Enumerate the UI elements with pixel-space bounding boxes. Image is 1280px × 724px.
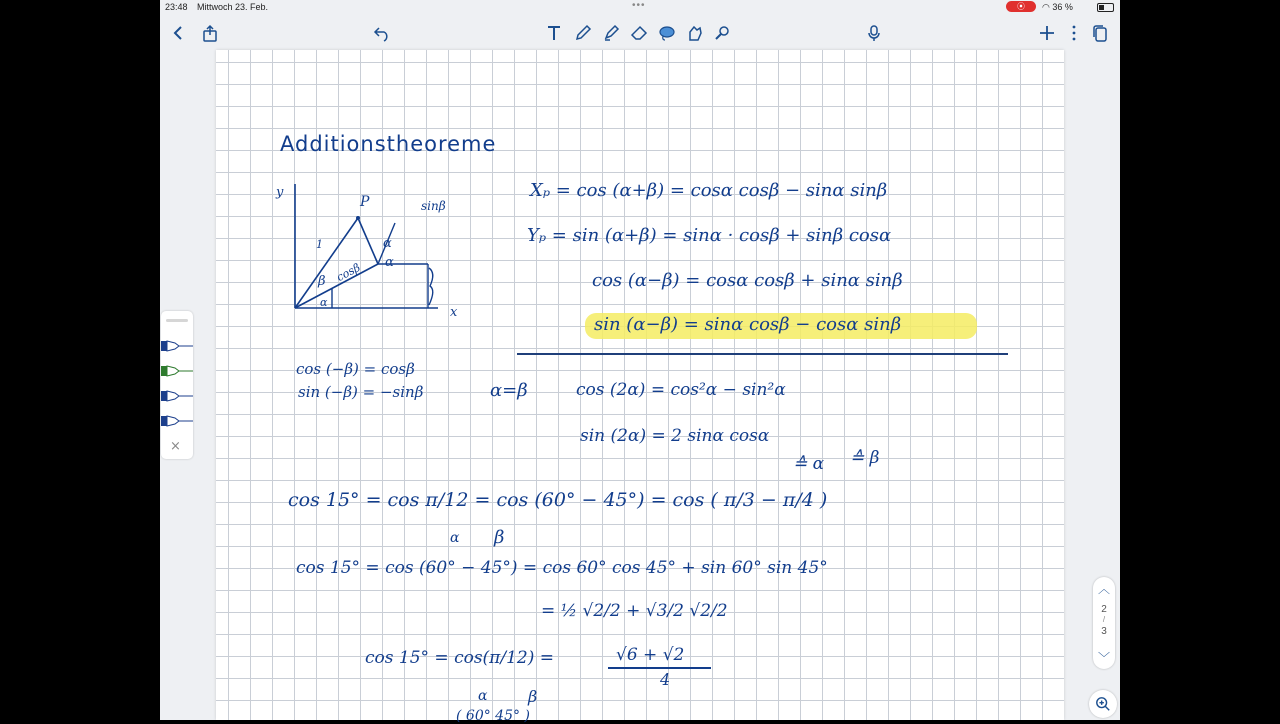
label-alpha-2: α <box>383 236 392 251</box>
eq-cos15-d-left: cos 15° = cos(π/12) = <box>365 648 554 668</box>
eq-cos15-d-numerator: √6 + √2 <box>616 645 685 665</box>
text-tool-icon[interactable] <box>543 22 565 44</box>
eq-cos15-b: cos 15° = cos (60° − 45°) = cos 60° cos 45° + sin 60° sin 45° <box>296 558 828 578</box>
label-p: P <box>360 194 370 210</box>
label-alpha-1: α <box>320 296 328 309</box>
eq-cos15-a: cos 15° = cos π/12 = cos (60° − 45°) = cos ( π/3 − π/4 ) <box>288 489 828 511</box>
label-sinb: sinβ <box>421 199 446 213</box>
pen-green[interactable] <box>161 364 193 378</box>
chevron-left-icon[interactable] <box>168 22 190 44</box>
fraction-bar <box>608 667 711 669</box>
eraser-icon[interactable] <box>628 22 650 44</box>
partial-bottom-line: ( 60° 45° ) <box>456 708 530 724</box>
eq-alpha-beta: α=β <box>490 380 528 401</box>
divider-line <box>517 353 1008 355</box>
eq-sin-diff: sin (α−β) = sinα cosβ − cosα sinβ <box>594 314 902 335</box>
pages-icon[interactable] <box>1089 22 1111 44</box>
system-icons <box>1042 2 1073 13</box>
wifi-icon: ◠ <box>1042 2 1050 12</box>
point-p <box>356 216 360 220</box>
shapes-icon[interactable] <box>684 22 706 44</box>
eq-cos15-c: = ½ √2/2 + √3/2 √2/2 <box>541 601 728 621</box>
page-title: Additionstheoreme <box>280 132 497 156</box>
page-navigator <box>1093 577 1115 669</box>
laser-icon[interactable] <box>711 22 733 44</box>
annotation-beta: ≙ β <box>850 448 880 468</box>
microphone-icon[interactable] <box>863 22 885 44</box>
battery-icon <box>1097 3 1114 12</box>
label-cosb: cosβ <box>334 260 363 285</box>
battery-text: 36 % <box>1052 2 1073 12</box>
recording-indicator: ⦿ <box>1006 1 1036 12</box>
eq-sin-neg: sin (−β) = −sinβ <box>298 383 424 401</box>
radius-line <box>295 218 358 308</box>
eq-cos-double: cos (2α) = cos²α − sin²α <box>576 380 786 400</box>
toolbar <box>160 14 1120 50</box>
chevron-up-icon[interactable]: ︿ <box>1097 582 1110 596</box>
total-pages: 3 <box>1101 626 1107 637</box>
status-date: Mittwoch 23. Feb. <box>197 2 269 12</box>
brace <box>429 268 433 305</box>
status-bar <box>160 0 1120 14</box>
lasso-icon[interactable] <box>656 22 678 44</box>
highlighter-icon[interactable] <box>600 22 622 44</box>
label-alpha-3: α <box>385 255 394 270</box>
palette-handle[interactable] <box>166 319 188 322</box>
more-icon[interactable] <box>1063 22 1085 44</box>
undo-icon[interactable] <box>371 22 393 44</box>
annotation2-alpha: α <box>450 530 460 546</box>
label-beta: β <box>318 274 326 289</box>
magnifier-plus-icon[interactable] <box>1089 690 1117 718</box>
annotation2-beta: β <box>494 527 505 548</box>
eq-cos15-d-denominator: 4 <box>660 670 671 689</box>
plus-icon[interactable] <box>1036 22 1058 44</box>
annotation3-beta: β <box>528 687 538 706</box>
annotation3-alpha: α <box>478 688 488 704</box>
pen-blue-2[interactable] <box>161 389 193 403</box>
multitask-dots[interactable]: ••• <box>632 0 646 11</box>
share-icon[interactable] <box>199 22 221 44</box>
page-separator: / <box>1102 615 1106 624</box>
pen-blue-3[interactable] <box>161 414 193 428</box>
current-page: 2 <box>1101 604 1107 615</box>
label-x: x <box>450 305 458 320</box>
chevron-down-icon[interactable]: ﹀ <box>1097 651 1110 665</box>
pen-palette <box>161 311 193 459</box>
sin-segment <box>358 218 378 264</box>
pen-blue-1[interactable] <box>161 339 193 353</box>
eq-xp: Xₚ = cos (α+β) = cosα cosβ − sinα sinβ <box>530 180 888 201</box>
eq-cos-diff: cos (α−β) = cosα cosβ + sinα sinβ <box>592 270 903 291</box>
eq-sin-double: sin (2α) = 2 sinα cosα <box>580 426 770 446</box>
status-time: 23:48 <box>165 2 188 12</box>
label-y: y <box>276 185 284 200</box>
eq-yp: Yₚ = sin (α+β) = sinα · cosβ + sinβ cosα <box>527 225 892 246</box>
pen-icon[interactable] <box>572 22 594 44</box>
projection-lines <box>378 264 428 308</box>
close-palette-button[interactable]: × <box>170 439 181 454</box>
eq-cos-neg: cos (−β) = cosβ <box>296 360 415 378</box>
annotation-alpha: ≙ α <box>793 454 825 474</box>
label-one: 1 <box>316 238 323 251</box>
